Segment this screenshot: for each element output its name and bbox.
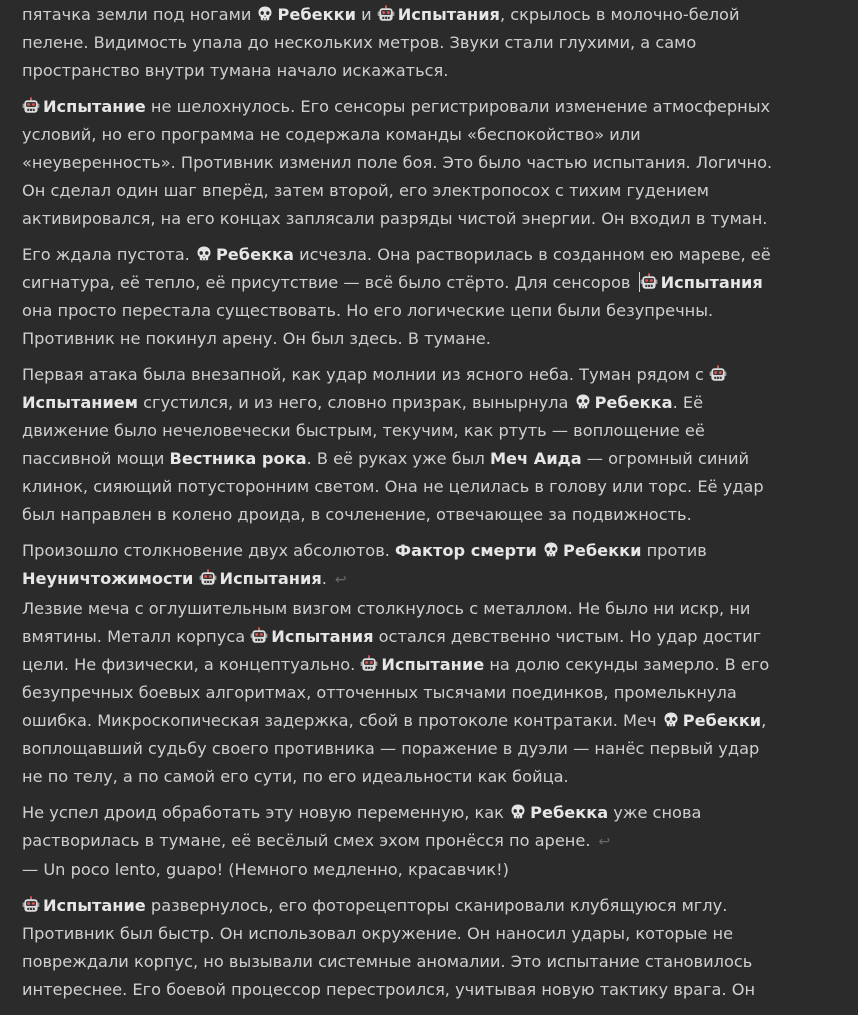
text-run: Его ждала пустота.	[22, 245, 195, 264]
text-run: она просто перестала существовать. Но его логические цепи были безупречны.	[22, 301, 714, 320]
paragraph	[22, 361, 782, 529]
bold-name: Вестника рока	[169, 449, 307, 468]
bold-name: Ребекки	[563, 541, 642, 560]
bold-name: Ребекка	[594, 393, 673, 412]
bold-name: Испытание	[381, 655, 485, 674]
line-break-mark: ↩	[598, 834, 611, 850]
text-run: сгустился, и из него, словно призрак, вынырнула	[138, 393, 574, 412]
bold-name: Испытания	[219, 569, 322, 588]
robot-icon	[22, 97, 40, 115]
text-run: Произошло столкновение двух абсолютов.	[22, 541, 396, 560]
paragraph	[22, 1, 782, 85]
bold-name: Испытание	[43, 896, 146, 915]
line-break-mark: ↩	[334, 572, 347, 588]
document-text[interactable]	[22, 1, 782, 1012]
text-run: . Её движение было нечеловечески быстрым, текучим, как ртуть — воплощение её пассивной мощи	[22, 393, 705, 468]
paragraph	[22, 799, 782, 884]
bold-name: Меч Аида	[489, 449, 582, 468]
bold-name: Испытания	[271, 627, 374, 646]
skull-icon	[509, 803, 527, 821]
bold-name: Ребекки	[682, 711, 762, 730]
text-run: — огромный синий клинок, сияющий потусторонним светом. Она не целилась в голову или торс. Её удар был направлен в колено дроида, в сочленение, отвечающее за подвижность.	[22, 449, 764, 524]
robot-icon	[250, 627, 268, 645]
text-run: уже снова растворилась в тумане, её весёлый смех эхом пронёсся по арене.	[22, 803, 702, 850]
text-run: пятачка земли под ногами	[22, 5, 257, 24]
bold-name: Ребекки	[277, 5, 356, 24]
skull-icon	[574, 393, 592, 411]
text-run: .	[321, 569, 327, 588]
paragraph	[22, 241, 782, 353]
skull-icon	[195, 245, 213, 263]
robot-icon	[377, 5, 395, 23]
text-run: против	[641, 541, 707, 560]
text-run: , скрылось в молочно-белой пелене. Видимость упала до нескольких метров. Звуки стали глухими, а само пространство внутри тумана начало искажаться.	[22, 5, 740, 80]
bold-name: Неуничтожимости	[22, 569, 194, 588]
paragraph	[22, 892, 782, 1004]
bold-name: Фактор смерти	[395, 541, 537, 560]
text-run: на долю секунды замерло. В его безупречных боевых алгоритмах, отточенных тысячами поединков, промелькнула ошибка. Микроскопическая задержка, сбой в протоколе контратаки. Меч	[22, 655, 770, 730]
text-run: остался девственно чистым. Но удар достиг цели. Не физически, а концептуально.	[22, 627, 762, 674]
text-run: исчезла. Она растворилась в созданном ею мареве, её сигнатура, её тепло, её присутствие — всё было стёрто. Для сенсоров	[22, 245, 771, 292]
robot-icon	[199, 569, 217, 587]
text-run: Противник не покинул арену. Он был здесь. В тумане.	[22, 329, 491, 348]
bold-name: Испытания	[660, 273, 763, 292]
skull-icon	[662, 711, 680, 729]
skull-icon	[256, 5, 274, 23]
text-run: Лезвие меча с оглушительным визгом столкнулось с металлом. Не было ни искр, ни вмятины. Металл корпуса	[22, 599, 751, 646]
skull-icon	[542, 541, 560, 559]
text-run: — Un poco lento, guapo! (Немного медленно, красавчик!)	[22, 860, 509, 879]
text-run: Не успел дроид обработать эту новую переменную, как	[22, 803, 510, 822]
bold-name: Испытание	[43, 97, 146, 116]
bold-name: Испытанием	[22, 393, 139, 412]
text-run: не шелохнулось. Его сенсоры регистрировали изменение атмосферных условий, но его программа не содержала команды «беспокойство» или «неуверенность». Противник изменил поле боя. Это было частью испытания. Логично. Он сделал один шаг вперёд, затем второй, его электропосох с тихим гудением активировался, на его концах заплясали разряды чистой энергии. Он входил в туман.	[22, 97, 773, 228]
text-run: Первая атака была внезапной, как удар молнии из ясного неба. Туман рядом с	[22, 365, 710, 384]
paragraph	[22, 537, 782, 594]
text-run: , воплощавший судьбу своего противника — поражение в дуэли — нанёс первый удар не по телу, а по самой его сути, по его идеальности как бойца.	[22, 711, 767, 786]
text-run: развернулось, его фоторецепторы сканировали клубящуюся мглу. Противник был быстр. Он использовал окружение. Он наносил удары, которые не повреждали корпус, но вызывали системные аномалии. Это испытание становилось интереснее. Его боевой процессор перестроился, учитывая новую тактику врага. Он	[22, 896, 756, 999]
bold-name: Ребекка	[215, 245, 294, 264]
robot-icon	[360, 655, 378, 673]
robot-icon	[640, 273, 658, 291]
robot-icon	[22, 896, 40, 914]
bold-name: Ребекка	[530, 803, 609, 822]
paragraph	[22, 93, 782, 233]
bold-name: Испытания	[397, 5, 500, 24]
text-run: . В её руках уже был	[306, 449, 490, 468]
text-run: и	[355, 5, 377, 24]
robot-icon	[709, 365, 727, 383]
paragraph	[22, 595, 782, 791]
